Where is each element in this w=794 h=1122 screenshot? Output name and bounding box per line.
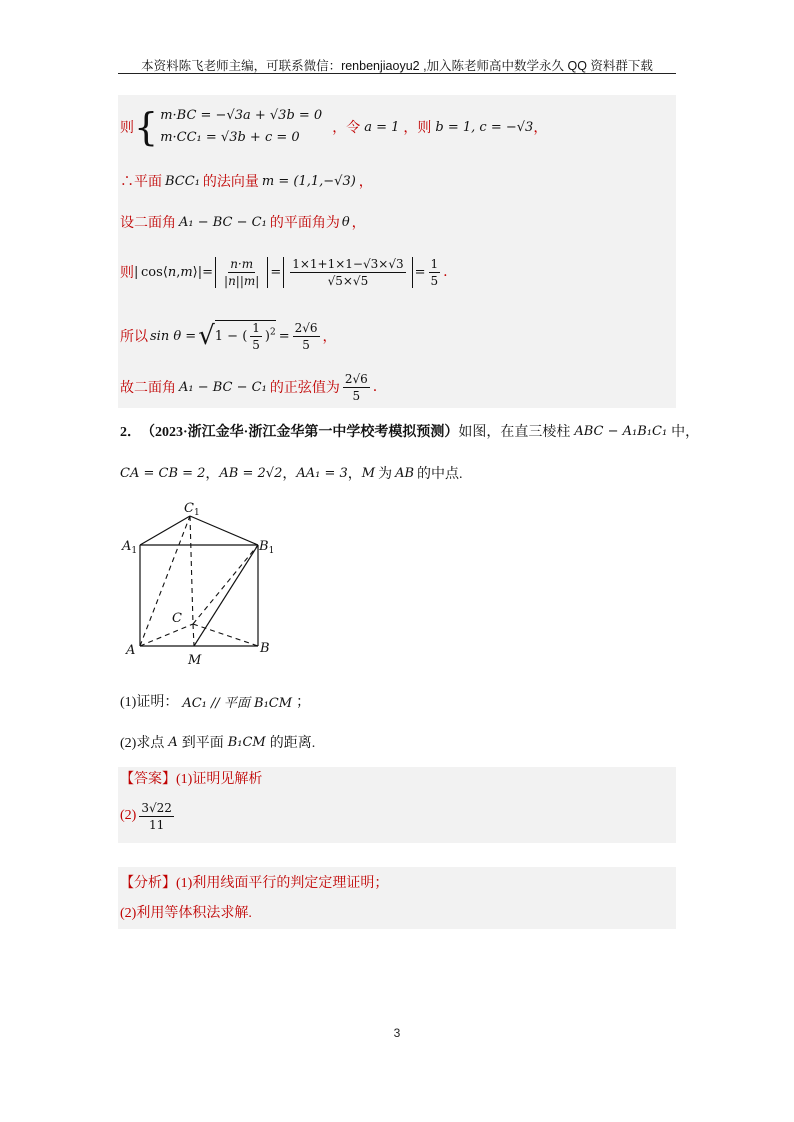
part-1-label: (1)证明： bbox=[120, 695, 179, 710]
sin-theta: sin θ = bbox=[150, 328, 197, 344]
label-c1: $C_1$ bbox=[184, 501, 200, 518]
punct: ， bbox=[351, 215, 366, 231]
punct: ； bbox=[296, 695, 311, 710]
theta: θ bbox=[341, 214, 350, 230]
final-sin-value: $\frac{2√6}{5}$ bbox=[344, 371, 368, 403]
text-to-plane: 到平面 bbox=[181, 736, 224, 751]
question-text: 如图，在直三棱柱 bbox=[458, 425, 571, 440]
condition-aa1: AA₁ = 3 bbox=[296, 465, 348, 481]
plane-bcc1: BCC₁ bbox=[165, 173, 200, 189]
segment-ab: AB bbox=[395, 465, 415, 481]
analysis-text-2: (2)利用等体积法求解. bbox=[120, 906, 252, 921]
text-then: ，则 bbox=[403, 120, 432, 136]
question-line-1 bbox=[120, 420, 699, 442]
result-bc: b = 1, c = −√3 bbox=[435, 119, 534, 135]
question-number: 2． bbox=[120, 425, 141, 440]
condition-ab: AB = 2√2 bbox=[219, 465, 283, 481]
point-a: A bbox=[168, 734, 178, 750]
text-wei: 为 bbox=[378, 467, 393, 482]
punct: ， bbox=[533, 120, 548, 136]
punct: ， bbox=[358, 174, 373, 190]
radical-sign: √ bbox=[198, 321, 215, 351]
equation-1: m·BC = −√3a + √3b = 0 bbox=[160, 108, 323, 123]
radicand: 1 − ( $\frac{1}{5}$ )$^2$ bbox=[214, 321, 276, 352]
text-sine-value: 的正弦值为 bbox=[269, 380, 340, 396]
answer-line-1 bbox=[120, 768, 262, 788]
normal-vector-m: m = (1,1,−√3) bbox=[261, 173, 356, 189]
part-1 bbox=[120, 690, 310, 712]
text-midpoint: 的中点. bbox=[417, 467, 463, 482]
question-line-2: CA = CB = 2 ， AB = 2√2 ， AA₁ = 3 ， M 为 AB 的中点. bbox=[120, 462, 463, 484]
text-normal-vector: 的法向量 bbox=[202, 174, 259, 190]
dihedral-angle: A₁ − BC − C₁ bbox=[179, 379, 267, 395]
punct: ， bbox=[322, 329, 337, 345]
solution-line-1 bbox=[120, 100, 547, 154]
label-c: C bbox=[172, 611, 182, 626]
brace: { bbox=[134, 105, 159, 149]
answer-part-1: (1)证明见解析 bbox=[176, 772, 263, 787]
analysis-text-1: (1)利用线面平行的判定定理证明； bbox=[176, 876, 389, 891]
header-divider bbox=[118, 73, 676, 74]
solution-line-6 bbox=[120, 370, 377, 404]
analysis-tag: 【分析】 bbox=[120, 876, 176, 891]
punct: . bbox=[372, 379, 378, 395]
answer-line-2 bbox=[120, 796, 177, 836]
text-ling: ，令 bbox=[332, 120, 361, 136]
question-text-end: 中， bbox=[671, 425, 700, 440]
answer-part-2-value: $\frac{3√22}{11}$ bbox=[141, 800, 172, 832]
abs-computation: $\frac{1\times 1+1\times 1-√3\times√3}{√5\times√5}$ bbox=[283, 257, 412, 288]
prism-figure bbox=[118, 498, 288, 670]
part-2-label: (2)求点 bbox=[120, 736, 165, 751]
page-number: 3 bbox=[393, 1026, 401, 1040]
text-dihedral: 设二面角 bbox=[120, 215, 176, 231]
solution-line-2 bbox=[120, 170, 373, 192]
text-ze: 则 bbox=[120, 120, 134, 136]
part-2 bbox=[120, 731, 315, 753]
let-a: a = 1 bbox=[364, 119, 400, 135]
prism-name: ABC − A₁B₁C₁ bbox=[574, 423, 668, 439]
cos-formula: | cos⟨n,m⟩|= bbox=[134, 264, 214, 280]
text-suoyi: 所以 bbox=[120, 329, 148, 345]
condition-ca-cb: CA = CB = 2 bbox=[120, 465, 206, 481]
text-therefore-plane: ∴平面 bbox=[120, 174, 162, 190]
punct: . bbox=[443, 264, 448, 280]
answer-part-2-label: (2) bbox=[120, 808, 137, 823]
text-conclusion: 故二面角 bbox=[120, 380, 176, 396]
question-source: （2023·浙江金华·浙江金华第一中学校考模拟预测） bbox=[141, 425, 459, 440]
equation-2: m·CC₁ = √3b + c = 0 bbox=[160, 130, 300, 145]
solution-line-4: 则 | cos⟨n,m⟩|= $\frac{n\cdot m}{|n||m|}$ = $\frac{1\times 1+1\times 1-√3\times√3}{√5\times√5}$ = $\frac{1}{5}$ . bbox=[120, 256, 448, 288]
point-m: M bbox=[361, 465, 376, 481]
dihedral-angle: A₁ − BC − C₁ bbox=[179, 214, 267, 230]
text-ze: 则 bbox=[120, 265, 134, 281]
part-1-statement: AC₁ // 平面 B₁CM bbox=[182, 695, 293, 711]
solution-line-5: 所以 sin θ = √ 1 − ( $\frac{1}{5}$ )$^2$ = $\frac{2√6}{5}$ ， bbox=[120, 320, 337, 352]
label-b: B bbox=[260, 641, 270, 656]
analysis-line-1 bbox=[120, 872, 388, 892]
answer-tag: 【答案】 bbox=[120, 772, 176, 787]
plane-b1cm: B₁CM bbox=[227, 734, 266, 750]
sin-value: $\frac{2√6}{5}$ bbox=[294, 320, 318, 352]
label-a1: $A_1$ bbox=[122, 539, 138, 556]
label-m: M bbox=[188, 653, 202, 668]
label-a: A bbox=[126, 643, 136, 658]
analysis-line-2 bbox=[120, 902, 252, 922]
cos-value: $\frac{1}{5}$ bbox=[430, 256, 439, 288]
page-header: 本资料陈飞老师主编，可联系微信：renbenjiaoyu2 ,加入陈老师高中数学永久 QQ 资料群下载 bbox=[141, 59, 653, 73]
text-plane-angle: 的平面角为 bbox=[269, 215, 340, 231]
text-distance: 的距离. bbox=[269, 736, 316, 751]
label-b1: $B_1$ bbox=[259, 539, 275, 556]
solution-line-3 bbox=[120, 211, 366, 233]
abs-ratio: $\frac{n\cdot m}{|n||m|}$ bbox=[215, 257, 268, 288]
equation-system bbox=[160, 105, 322, 149]
